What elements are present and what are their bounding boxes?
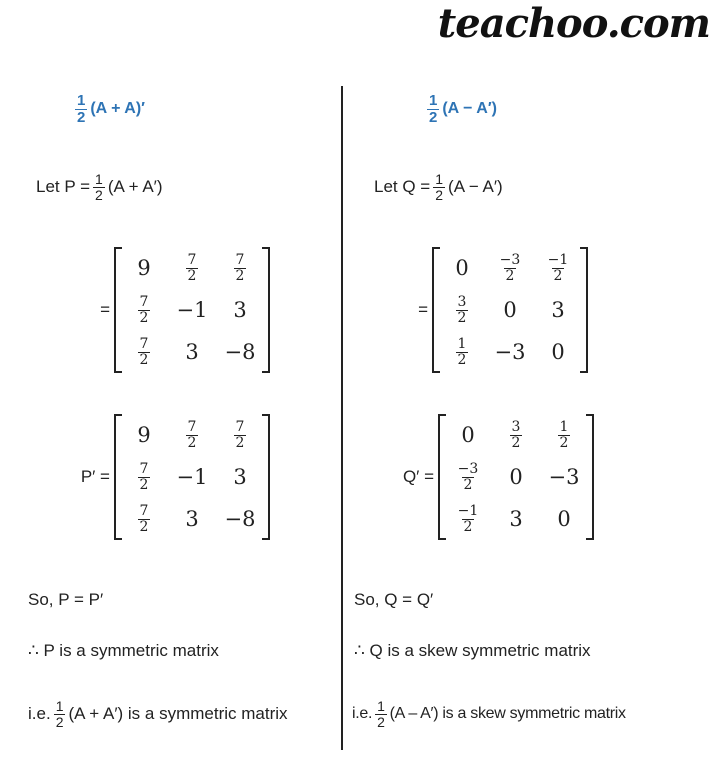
matrix-cell: 3 xyxy=(551,298,565,322)
left-heading xyxy=(72,93,145,126)
matrix-cell xyxy=(231,253,250,283)
left-heading-expr: (A + A)′ xyxy=(90,100,145,118)
left-let-statement: Let P = $\frac{1}{2}$ (A + A′) xyxy=(36,171,163,203)
matrix-cell: −1 xyxy=(176,465,208,489)
matrix-cell-fraction: $\frac{7}{2}$ xyxy=(235,418,245,451)
matrix-cell: 3 xyxy=(233,465,247,489)
left-conclusion: So, P = P′ xyxy=(28,590,104,609)
half-fraction: $\frac{1}{2}$ xyxy=(429,92,438,126)
matrix-cell: 0 xyxy=(557,507,571,531)
half-fraction: $\frac{1}{2}$ xyxy=(435,171,444,203)
matrix-cell xyxy=(135,504,154,534)
right-ie-statement: i.e. $\frac{1}{2}$ (A – A′) is a skew symmetric matrix xyxy=(352,698,626,730)
matrix-cell: −8 xyxy=(224,340,256,364)
matrix-cell: 0 xyxy=(551,340,565,364)
half-fraction: $\frac{1}{2}$ xyxy=(77,92,86,126)
matrix-cell: 9 xyxy=(137,423,151,447)
matrix-cell-fraction: $\frac{7}{2}$ xyxy=(139,293,149,326)
left-therefore: ∴ P is a symmetric matrix xyxy=(28,641,219,660)
matrix-cell: 3 xyxy=(233,298,247,322)
matrix-cell-fraction: $\frac{7}{2}$ xyxy=(187,251,197,284)
matrix-cell: −1 xyxy=(176,298,208,322)
matrix-cell xyxy=(453,462,484,492)
matrix-cell-fraction: $\frac{1}{2}$ xyxy=(559,418,569,451)
matrix-cell xyxy=(135,295,154,325)
matrix-cell: −8 xyxy=(224,507,256,531)
matrix-cell: 3 xyxy=(509,507,523,531)
matrix-cell: −3 xyxy=(494,340,526,364)
matrix-cell-fraction: $\frac{-1}{2}$ xyxy=(547,251,569,284)
left-ie-statement: i.e. $\frac{1}{2}$ (A + A′) is a symmetric matrix xyxy=(28,698,288,730)
matrix-cell xyxy=(453,295,472,325)
matrix-cell xyxy=(135,462,154,492)
matrix-p xyxy=(114,247,270,373)
matrix-cell-fraction: $\frac{1}{2}$ xyxy=(457,335,467,368)
left-matrix-p-row xyxy=(100,247,270,373)
matrix-prefix: = xyxy=(100,300,110,319)
matrix-cell-fraction: $\frac{-3}{2}$ xyxy=(499,251,521,284)
matrix-cell-fraction: $\frac{7}{2}$ xyxy=(235,251,245,284)
matrix-cell xyxy=(543,253,574,283)
matrix-cell: −3 xyxy=(548,465,580,489)
matrix-cell-fraction: $\frac{-1}{2}$ xyxy=(457,502,479,535)
matrix-prefix: = xyxy=(418,300,428,319)
matrix-cell: 3 xyxy=(185,507,199,531)
half-fraction: $\frac{1}{2}$ xyxy=(55,698,64,730)
matrix-cell xyxy=(495,253,526,283)
matrix-prefix: P′ = xyxy=(80,467,110,486)
matrix-cell: 0 xyxy=(455,256,469,280)
matrix-cell-fraction: $\frac{3}{2}$ xyxy=(511,418,521,451)
matrix-cell xyxy=(507,420,526,450)
matrix-cell-fraction: $\frac{7}{2}$ xyxy=(139,335,149,368)
right-heading-expr: (A − A′) xyxy=(442,100,497,118)
matrix-cell: 3 xyxy=(185,340,199,364)
matrix-cell-fraction: $\frac{-3}{2}$ xyxy=(457,460,479,493)
matrix-prefix: Q′ = xyxy=(402,467,434,486)
matrix-p-transpose xyxy=(114,414,270,540)
matrix-cell: 0 xyxy=(509,465,523,489)
matrix-cell xyxy=(453,504,484,534)
matrix-cell xyxy=(231,420,250,450)
matrix-cell xyxy=(453,337,472,367)
matrix-cell-fraction: $\frac{7}{2}$ xyxy=(139,502,149,535)
right-conclusion: So, Q = Q′ xyxy=(354,590,434,609)
matrix-cell: 0 xyxy=(461,423,475,447)
matrix-cell xyxy=(183,420,202,450)
half-fraction: $\frac{1}{2}$ xyxy=(95,171,103,203)
right-let-statement: Let Q = $\frac{1}{2}$ (A − A′) xyxy=(374,171,503,203)
matrix-cell-fraction: $\frac{3}{2}$ xyxy=(457,293,467,326)
right-therefore: ∴ Q is a skew symmetric matrix xyxy=(354,641,591,660)
matrix-cell-fraction: $\frac{7}{2}$ xyxy=(139,460,149,493)
matrix-q-transpose xyxy=(438,414,594,540)
half-fraction: $\frac{1}{2}$ xyxy=(377,698,385,730)
matrix-cell: 0 xyxy=(503,298,517,322)
matrix-cell xyxy=(555,420,574,450)
matrix-cell: 9 xyxy=(137,256,151,280)
right-matrix-q-transpose-row xyxy=(403,414,594,540)
right-matrix-q-row xyxy=(418,247,588,373)
column-divider xyxy=(341,86,343,750)
teachoo-logo: teachoo.com xyxy=(437,0,710,47)
matrix-cell xyxy=(135,337,154,367)
left-matrix-p-transpose-row xyxy=(81,414,270,540)
matrix-cell-fraction: $\frac{7}{2}$ xyxy=(187,418,197,451)
matrix-q xyxy=(432,247,588,373)
right-heading xyxy=(424,93,497,126)
matrix-cell xyxy=(183,253,202,283)
